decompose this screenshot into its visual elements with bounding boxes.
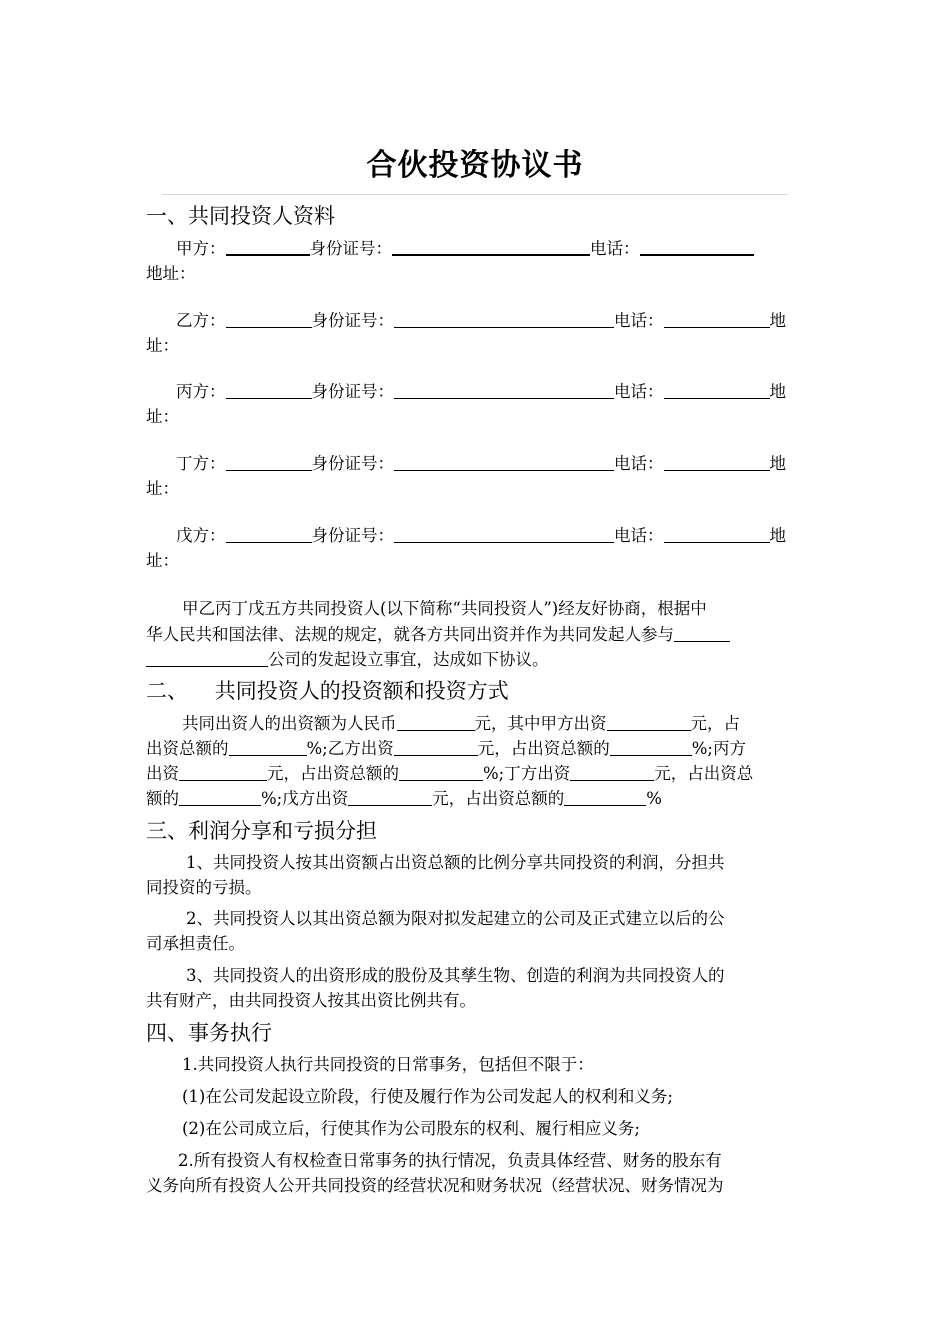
party-bing-row [146, 380, 806, 404]
investment-line-1: 共同出资人的出资额为人民币 元，其中甲方出资 元，占 [182, 714, 740, 733]
yi-label: 乙方： [176, 311, 226, 330]
yi-id-blank[interactable] [394, 309, 614, 328]
jia-percent-blank[interactable] [229, 737, 307, 756]
company-name-blank-1[interactable] [674, 623, 730, 642]
ding-id-blank[interactable] [394, 452, 614, 471]
bing-label: 丙方： [176, 382, 226, 401]
profit-clause-2-line-2: 司承担责任。 [146, 934, 245, 953]
yi-phone-blank[interactable] [664, 309, 770, 328]
phone-label: 电话： [614, 454, 664, 473]
investment-line-2: 出资总额的 %;乙方出资 元，占出资总额的 %;丙方 [146, 739, 746, 758]
yi-name-blank[interactable] [226, 309, 312, 328]
profit-clause-3-line-1: 3、共同投资人的出资形成的股份及其孳生物、创造的利润为共同投资人的 [186, 966, 725, 985]
affairs-item-1-2: (2)在公司成立后，行使其作为公司股东的权利、履行相应义务; [182, 1119, 640, 1138]
phone-label: 电话： [614, 382, 664, 401]
bing-id-blank[interactable] [394, 380, 614, 399]
ding-amount-blank[interactable] [570, 762, 654, 781]
id-label: 身份证号： [311, 382, 394, 401]
affairs-item-1-1: (1)在公司发起设立阶段，行使及履行作为公司发起人的权利和义务; [182, 1087, 673, 1106]
profit-clause-3-line-2: 共有财产，由共同投资人按其出资比例共有。 [146, 991, 476, 1010]
addr-label: 地 [769, 526, 786, 545]
wu-percent-blank[interactable] [564, 787, 646, 806]
title-divider [162, 194, 788, 195]
document-title: 合伙投资协议书 [366, 148, 584, 183]
wu-id-blank[interactable] [394, 524, 614, 543]
bing-address-row: 址： [146, 407, 179, 426]
addr-label: 地 [769, 382, 786, 401]
wu-name-blank[interactable] [226, 524, 312, 543]
phone-label: 电话： [590, 239, 640, 258]
ding-label: 丁方： [176, 454, 226, 473]
wu-label: 戊方： [176, 526, 226, 545]
party-wu-row [146, 524, 806, 548]
affairs-item-2-line-1: 2.所有投资人有权检查日常事务的执行情况，负责具体经营、财务的股东有 [178, 1151, 722, 1170]
yi-amount-blank[interactable] [394, 737, 478, 756]
addr-label: 地 [769, 311, 786, 330]
bing-amount-blank[interactable] [179, 762, 267, 781]
profit-clause-1-line-1: 1、共同投资人按其出资额占出资总额的比例分享共同投资的利润，分担共 [186, 853, 725, 872]
id-label: 身份证号： [309, 239, 392, 258]
investment-line-4: 额的 %;戊方出资 元，占出资总额的 % [146, 789, 662, 808]
ding-percent-blank[interactable] [179, 787, 261, 806]
intro-line-1: 甲乙丙丁戊五方共同投资人(以下简称“共同投资人”)经友好协商，根据中 [182, 599, 707, 618]
wu-address-row: 址： [146, 551, 179, 570]
bing-percent-blank[interactable] [399, 762, 483, 781]
jia-address-row: 地址： [146, 264, 196, 283]
phone-label: 电话： [614, 526, 664, 545]
yi-percent-blank[interactable] [610, 737, 692, 756]
jia-label: 甲方： [176, 239, 226, 258]
yi-address-row: 址： [146, 336, 179, 355]
section-3-heading: 三、利润分享和亏损分担 [146, 819, 377, 843]
party-ding-row [146, 452, 806, 476]
jia-amount-blank[interactable] [607, 712, 691, 731]
id-label: 身份证号： [311, 311, 394, 330]
jia-name-blank[interactable] [226, 236, 310, 256]
bing-name-blank[interactable] [226, 380, 312, 399]
company-name-blank-2[interactable] [146, 648, 268, 667]
section-2-heading: 二、 共同投资人的投资额和投资方式 [146, 679, 509, 703]
profit-clause-1-line-2: 同投资的亏损。 [146, 878, 262, 897]
id-label: 身份证号： [311, 526, 394, 545]
bing-phone-blank[interactable] [664, 380, 770, 399]
intro-line-2: 华人民共和国法律、法规的规定，就各方共同出资并作为共同发起人参与 [146, 623, 806, 647]
wu-phone-blank[interactable] [664, 524, 770, 543]
jia-id-blank[interactable] [392, 236, 590, 256]
investment-line-3: 出资 元，占出资总额的 %;丁方出资 元，占出资总 [146, 764, 754, 783]
affairs-item-1: 1.共同投资人执行共同投资的日常事务，包括但不限于： [182, 1055, 594, 1074]
profit-clause-2-line-1: 2、共同投资人以其出资总额为限对拟发起建立的公司及正式建立以后的公 [186, 909, 725, 928]
id-label: 身份证号： [311, 454, 394, 473]
ding-name-blank[interactable] [226, 452, 312, 471]
party-jia-row [146, 236, 806, 261]
section-4-heading: 四、事务执行 [146, 1021, 272, 1045]
total-amount-blank[interactable] [397, 712, 475, 731]
intro-line-3: 公司的发起设立事宜，达成如下协议。 [146, 648, 806, 672]
affairs-item-2-line-2: 义务向所有投资人公开共同投资的经营状况和财务状况（经营状况、财务情况为 [146, 1176, 724, 1195]
ding-address-row: 址： [146, 479, 179, 498]
jia-phone-blank[interactable] [640, 236, 754, 256]
wu-amount-blank[interactable] [348, 787, 432, 806]
ding-phone-blank[interactable] [664, 452, 770, 471]
section-1-heading: 一、共同投资人资料 [146, 204, 335, 228]
addr-label: 地 [769, 454, 786, 473]
phone-label: 电话： [614, 311, 664, 330]
party-yi-row [146, 309, 806, 333]
